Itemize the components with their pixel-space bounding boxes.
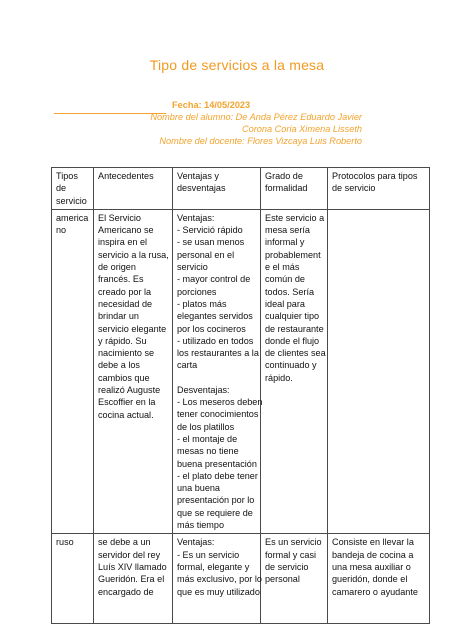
cell-text-line: servicio: [177, 262, 208, 273]
cell-text-line: ruso: [56, 537, 74, 548]
date-label: Fecha: 14/05/2023: [172, 100, 251, 110]
cell-text-line: formalidad: [265, 183, 308, 194]
header-cell-formalidad: [261, 168, 328, 210]
cell-protocolos: [328, 534, 430, 624]
cell-ventajas: [173, 534, 261, 624]
cell-text-line: que es muy utilizado: [177, 586, 260, 597]
cell-text-line: de los platillos: [177, 421, 235, 432]
cell-text-line: servicio: [56, 195, 87, 206]
cell-text-line: bandeja de cocina a: [332, 549, 414, 560]
header-cell-antecedentes: [94, 168, 173, 210]
cell-formalidad: [261, 534, 328, 624]
cell-text-line: camarero o ayudante: [332, 586, 418, 597]
cell-text-line: buena presentación: [177, 458, 257, 469]
cell-text-line: cocina actual.: [98, 409, 154, 420]
cell-text-line: personal: [265, 574, 300, 585]
cell-text-line: más exclusivo, por lo: [177, 574, 262, 585]
cell-text-line: una buena: [177, 483, 220, 494]
cell-text-line: formal, elegante y: [177, 561, 250, 572]
cell-text-line: - Los meseros deben: [177, 397, 263, 408]
cell-text-line: mesas no tiene: [177, 446, 239, 457]
cell-text-line: gueridón, donde el: [332, 574, 408, 585]
cell-text-line: todos. Sería: [265, 286, 315, 297]
cell-text-line: ideal para: [265, 298, 305, 309]
student-names: Nombre del alumno: De Anda Pérez Eduardo Javier: [150, 112, 362, 122]
cell-protocolos: [328, 209, 430, 533]
cell-text-line: Americano se: [98, 225, 154, 236]
signature-line: [54, 113, 166, 114]
cell-text-line: mesa sería: [265, 225, 310, 236]
document-title: Tipo de servicios a la mesa: [149, 57, 325, 73]
table-row: [52, 209, 430, 533]
cell-text-line: realizó Auguste: [98, 385, 161, 396]
cell-text-line: personal en el: [177, 249, 235, 260]
cell-text-line: elegantes servidos: [177, 311, 253, 322]
services-table: [51, 167, 430, 624]
cell-text-line: Protocolos para tipos: [332, 171, 418, 181]
cell-antecedentes: [94, 534, 173, 624]
cell-text-line: cualquier tipo: [265, 311, 320, 322]
cell-text-line: necesidad de: [98, 298, 153, 309]
paragraph-gap: [177, 372, 256, 384]
cell-text-line: que se requiere de: [177, 507, 253, 518]
cell-text-line: y rápido. Su: [98, 335, 147, 346]
cell-text-line: Este servicio a: [265, 212, 325, 223]
cell-text-line: servidor del rey: [98, 549, 161, 560]
cell-text-line: Ventajas:: [177, 212, 215, 223]
cell-text-line: e el más: [265, 262, 300, 273]
cell-antecedentes: [94, 209, 173, 533]
cell-text-line: Escoffier en la: [98, 397, 156, 408]
cell-text-line: se debe a un: [98, 537, 151, 548]
cell-text-line: - mayor control de: [177, 274, 251, 285]
cell-text-line: - platos más: [177, 298, 227, 309]
cell-text-line: nacimiento se: [98, 348, 155, 359]
cell-ventajas: [173, 209, 261, 533]
cell-text-line: los restaurantes a la: [177, 348, 259, 359]
cell-text-line: por los cocineros: [177, 323, 246, 334]
cell-text-line: - utilizado en todos: [177, 335, 254, 346]
cell-text-line: Gueridón. Era el: [98, 574, 165, 585]
cell-text-line: tener conocimientos: [177, 409, 259, 420]
cell-formalidad: [261, 209, 328, 533]
cell-text-line: Desventajas:: [177, 384, 230, 395]
cell-text-line: común de: [265, 274, 305, 285]
cell-text-line: - se usan menos: [177, 237, 245, 248]
cell-text-line: Ventajas y: [177, 171, 219, 181]
header-cell-protocolos: [328, 168, 430, 210]
cell-text-line: más tiempo: [177, 520, 225, 531]
cell-text-line: desventajas: [177, 183, 226, 194]
cell-text-line: america: [56, 212, 89, 223]
cell-text-line: de clientes sea: [265, 348, 326, 359]
cell-text-line: encargado de: [98, 586, 154, 597]
header-cell-tipos: [52, 168, 94, 210]
cell-tipo: [52, 534, 94, 624]
cell-text-line: - el plato debe tener: [177, 470, 258, 481]
cell-text-line: de servicio: [332, 183, 376, 194]
cell-text-line: - Servició rápido: [177, 225, 243, 236]
header-cell-ventajas: [173, 168, 261, 210]
table-header-row: [52, 168, 430, 210]
cell-text-line: servicio a la rusa,: [98, 249, 169, 260]
teacher-name: Nombre del docente: Flores Vizcaya Luis Roberto: [159, 136, 362, 146]
cell-text-line: El Servicio: [98, 212, 141, 223]
cell-text-line: de servicio: [265, 561, 309, 572]
cell-text-line: formal y casi: [265, 549, 317, 560]
cell-text-line: brindar un: [98, 311, 139, 322]
cell-text-line: cambios que: [98, 372, 150, 383]
cell-text-line: - Es un servicio: [177, 549, 240, 560]
cell-text-line: Ventajas:: [177, 537, 215, 548]
cell-text-line: - el montaje de: [177, 433, 238, 444]
cell-text-line: donde el flujo: [265, 335, 320, 346]
cell-text-line: de restaurante: [265, 323, 324, 334]
cell-text-line: Tipos: [56, 171, 78, 181]
cell-text-line: de: [56, 183, 67, 194]
cell-text-line: inspira en el: [98, 237, 148, 248]
student-name-2: Corona Coria Ximena Lisseth: [241, 124, 362, 134]
cell-text-line: probablement: [265, 249, 321, 260]
cell-text-line: Antecedentes: [98, 171, 154, 181]
cell-text-line: creado por la: [98, 286, 152, 297]
cell-tipo: [52, 209, 94, 533]
cell-text-line: servicio elegante: [98, 323, 167, 334]
cell-text-line: rápido.: [265, 372, 293, 383]
cell-text-line: Luís XIV llamado: [98, 561, 167, 572]
cell-text-line: carta: [177, 360, 198, 371]
cell-text-line: Es un servicio: [265, 537, 322, 548]
cell-text-line: presentación por lo: [177, 495, 255, 506]
cell-text-line: una mesa auxiliar o: [332, 561, 411, 572]
cell-text-line: informal y: [265, 237, 305, 248]
cell-text-line: Grado de: [265, 171, 303, 181]
cell-text-line: no: [56, 225, 67, 236]
cell-text-line: francés. Es: [98, 274, 144, 285]
cell-text-line: de origen: [98, 262, 136, 273]
cell-text-line: continuado y: [265, 360, 317, 371]
cell-text-line: porciones: [177, 286, 217, 297]
cell-text-line: debe a los: [98, 360, 140, 371]
table-row: [52, 534, 430, 624]
cell-text-line: Consiste en llevar la: [332, 537, 414, 548]
